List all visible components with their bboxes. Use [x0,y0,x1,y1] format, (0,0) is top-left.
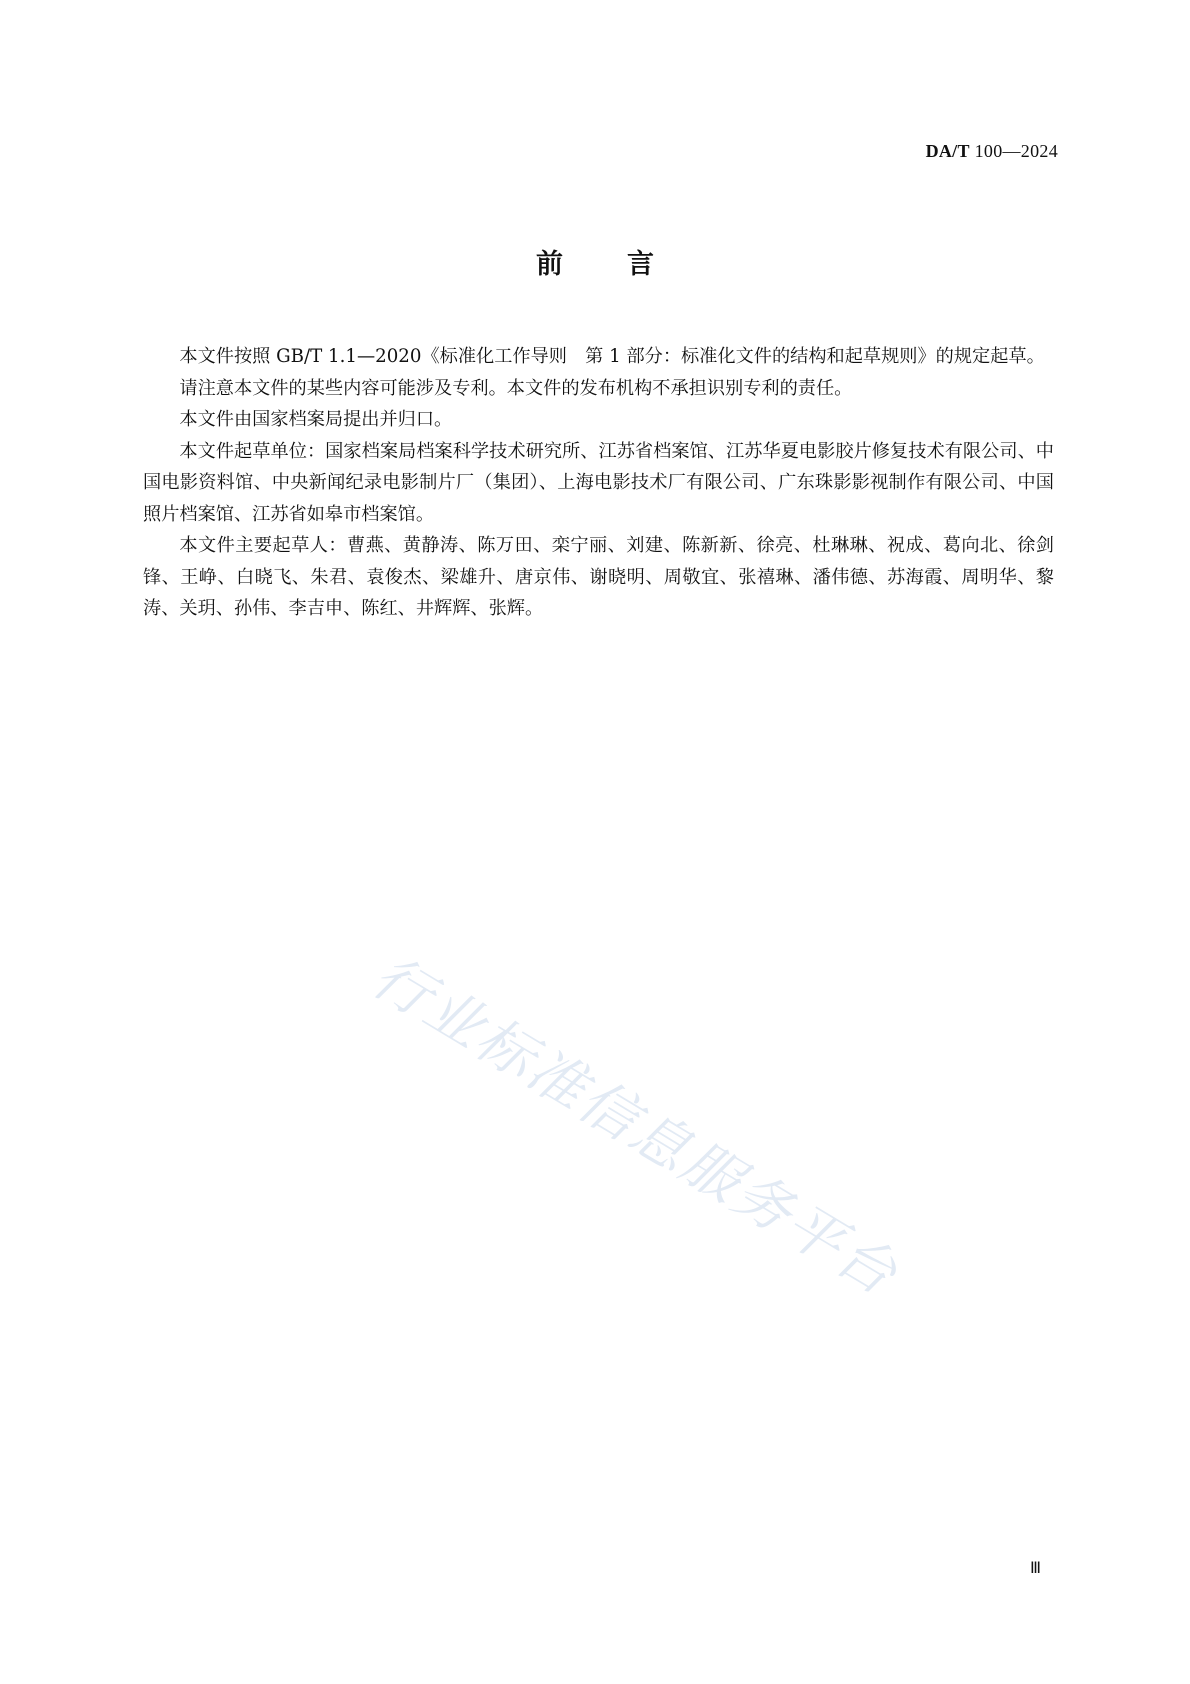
document-code [926,141,1058,162]
paragraph-drafting-organizations: 本文件起草单位：国家档案局档案科学技术研究所、江苏省档案馆、江苏华夏电影胶片修复技术有限公司、中国电影资料馆、中央新闻纪录电影制片厂（集团）、上海电影技术厂有限公司、广东珠影影视制作有限公司、中国照片档案馆、江苏省如皋市档案馆。 [143,440,1054,525]
document-body [143,341,1054,625]
document-code-number: 100—2024 [969,141,1058,161]
watermark: 行业标准信息服务平台 [361,943,910,1310]
page-title: 前言 [536,249,718,280]
paragraph-main-drafters: 本文件主要起草人：曹燕、黄静涛、陈万田、栾宁丽、刘建、陈新新、徐亮、杜琳琳、祝成、葛向北、徐剑锋、王峥、白晓飞、朱君、袁俊杰、梁雄升、唐京伟、谢晓明、周敬宜、张禧琳、潘伟德、苏海霞、周明华、黎涛、关玥、孙伟、李吉申、陈红、井辉辉、张辉。 [143,535,1054,619]
paragraph-patent-notice: 请注意本文件的某些内容可能涉及专利。本文件的发布机构不承担识别专利的责任。 [179,377,853,399]
paragraph-proposer: 本文件由国家档案局提出并归口。 [179,409,453,430]
paragraph-drafting-rules: 本文件按照 GB/T 1.1—2020《标准化工作导则 第 1 部分：标准化文件的结构和起草规则》的规定起草。 [179,346,1045,367]
page-number: Ⅲ [1030,1560,1042,1577]
document-code-prefix: DA/T [925,141,970,161]
